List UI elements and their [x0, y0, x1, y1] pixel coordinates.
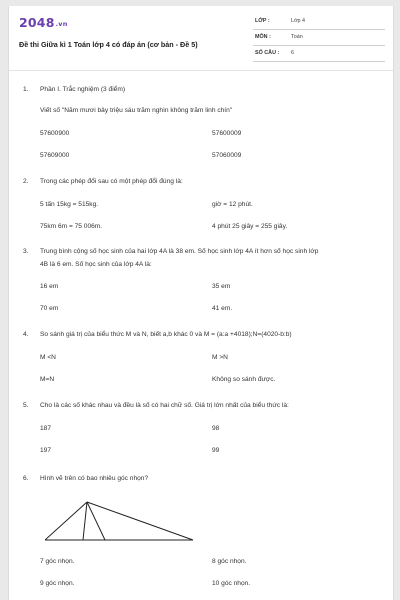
- question-2-option-d[interactable]: 4 phút 25 giây = 255 giây.: [212, 223, 288, 230]
- question-6-number: 6.: [23, 475, 29, 482]
- meta-subject-row: [253, 30, 385, 46]
- question-6-line-1: Hình vẽ trên có bao nhiêu góc nhọn?: [40, 475, 149, 482]
- question-1-option-c[interactable]: 57609000: [40, 152, 70, 159]
- question-3-option-a[interactable]: 16 em: [40, 283, 59, 290]
- question-4-number: 4.: [23, 331, 29, 338]
- question-6-option-b[interactable]: 8 góc nhọn.: [212, 558, 247, 565]
- question-3-number: 3.: [23, 248, 29, 255]
- question-2-option-b[interactable]: giờ = 12 phút.: [212, 201, 253, 208]
- meta-subject-value: Toán: [291, 34, 303, 40]
- question-4-line-1: So sánh giá trị của biểu thức M và N, biết a,b khác 0 và M = (a:a +4018);N=(4020-b:b): [40, 331, 292, 338]
- question-3-line-1: Trung bình cộng số học sinh của hai lớp 4A là 38 em. Số học sinh lớp 4A ít hơn số học sinh lớp: [40, 248, 319, 255]
- question-5-number: 5.: [23, 402, 29, 409]
- question-5-option-b[interactable]: 98: [212, 425, 220, 432]
- question-1-option-a[interactable]: 57600900: [40, 130, 70, 137]
- meta-count-value: 6: [291, 50, 294, 56]
- triangle-figure: [45, 500, 195, 542]
- question-1-number: 1.: [23, 86, 29, 93]
- question-1-line-1: Phần I. Trắc nghiệm (3 điểm): [40, 86, 126, 93]
- question-4-option-d[interactable]: Không so sánh được.: [212, 376, 276, 383]
- figure-left-side: [45, 502, 87, 540]
- question-5-option-d[interactable]: 99: [212, 447, 220, 454]
- question-3-option-d[interactable]: 41 em.: [212, 305, 233, 312]
- question-4-option-c[interactable]: M=N: [40, 376, 55, 383]
- document-page: [8, 6, 394, 600]
- question-6-option-a[interactable]: 7 góc nhọn.: [40, 558, 75, 565]
- question-2-option-c[interactable]: 75km 6m = 75 006m.: [40, 223, 103, 230]
- figure-right-side: [87, 502, 193, 540]
- question-5-line-1: Cho là các số khác nhau và đều là số có hai chữ số. Giá trị lớn nhất của biểu thức là:: [40, 402, 289, 409]
- meta-count-label: SỐ CÂU :: [255, 50, 280, 56]
- question-1-option-b[interactable]: 57600009: [212, 130, 242, 137]
- question-4-option-a[interactable]: M <N: [40, 354, 56, 361]
- question-1-option-d[interactable]: 57060009: [212, 152, 242, 159]
- meta-count-row: [253, 46, 385, 62]
- header-divider: [9, 70, 393, 71]
- question-5-option-c[interactable]: 197: [40, 447, 52, 454]
- question-3-option-c[interactable]: 70 em: [40, 305, 59, 312]
- meta-subject-label: MÔN :: [255, 34, 271, 40]
- question-1-line-2: Viết số "Năm mươi bảy triệu sáu trăm nghìn không trăm linh chín": [40, 107, 233, 114]
- question-2-line-1: Trong các phép đổi sau có một phép đổi đúng là:: [40, 178, 183, 185]
- question-2-number: 2.: [23, 178, 29, 185]
- meta-class-row: [253, 14, 385, 30]
- question-4-option-b[interactable]: M >N: [212, 354, 228, 361]
- question-3-line-2: 4B là 6 em. Số học sinh của lớp 4A là:: [40, 261, 152, 268]
- question-2-option-a[interactable]: 5 tấn 15kg = 515kg.: [40, 201, 99, 208]
- exam-title: Đề thi Giữa kì 1 Toán lớp 4 có đáp án (cơ bản - Đề 5): [19, 40, 198, 49]
- meta-class-label: LỚP :: [255, 18, 270, 24]
- meta-class-value: Lớp 4: [291, 18, 306, 24]
- site-logo[interactable]: 2048.vn: [19, 15, 68, 30]
- question-6-option-c[interactable]: 9 góc nhọn.: [40, 580, 75, 587]
- question-5-option-a[interactable]: 187: [40, 425, 52, 432]
- question-3-option-b[interactable]: 35 em: [212, 283, 231, 290]
- document-header: [9, 6, 393, 70]
- question-6-option-d[interactable]: 10 góc nhọn.: [212, 580, 251, 587]
- figure-inner-line-1: [83, 502, 87, 540]
